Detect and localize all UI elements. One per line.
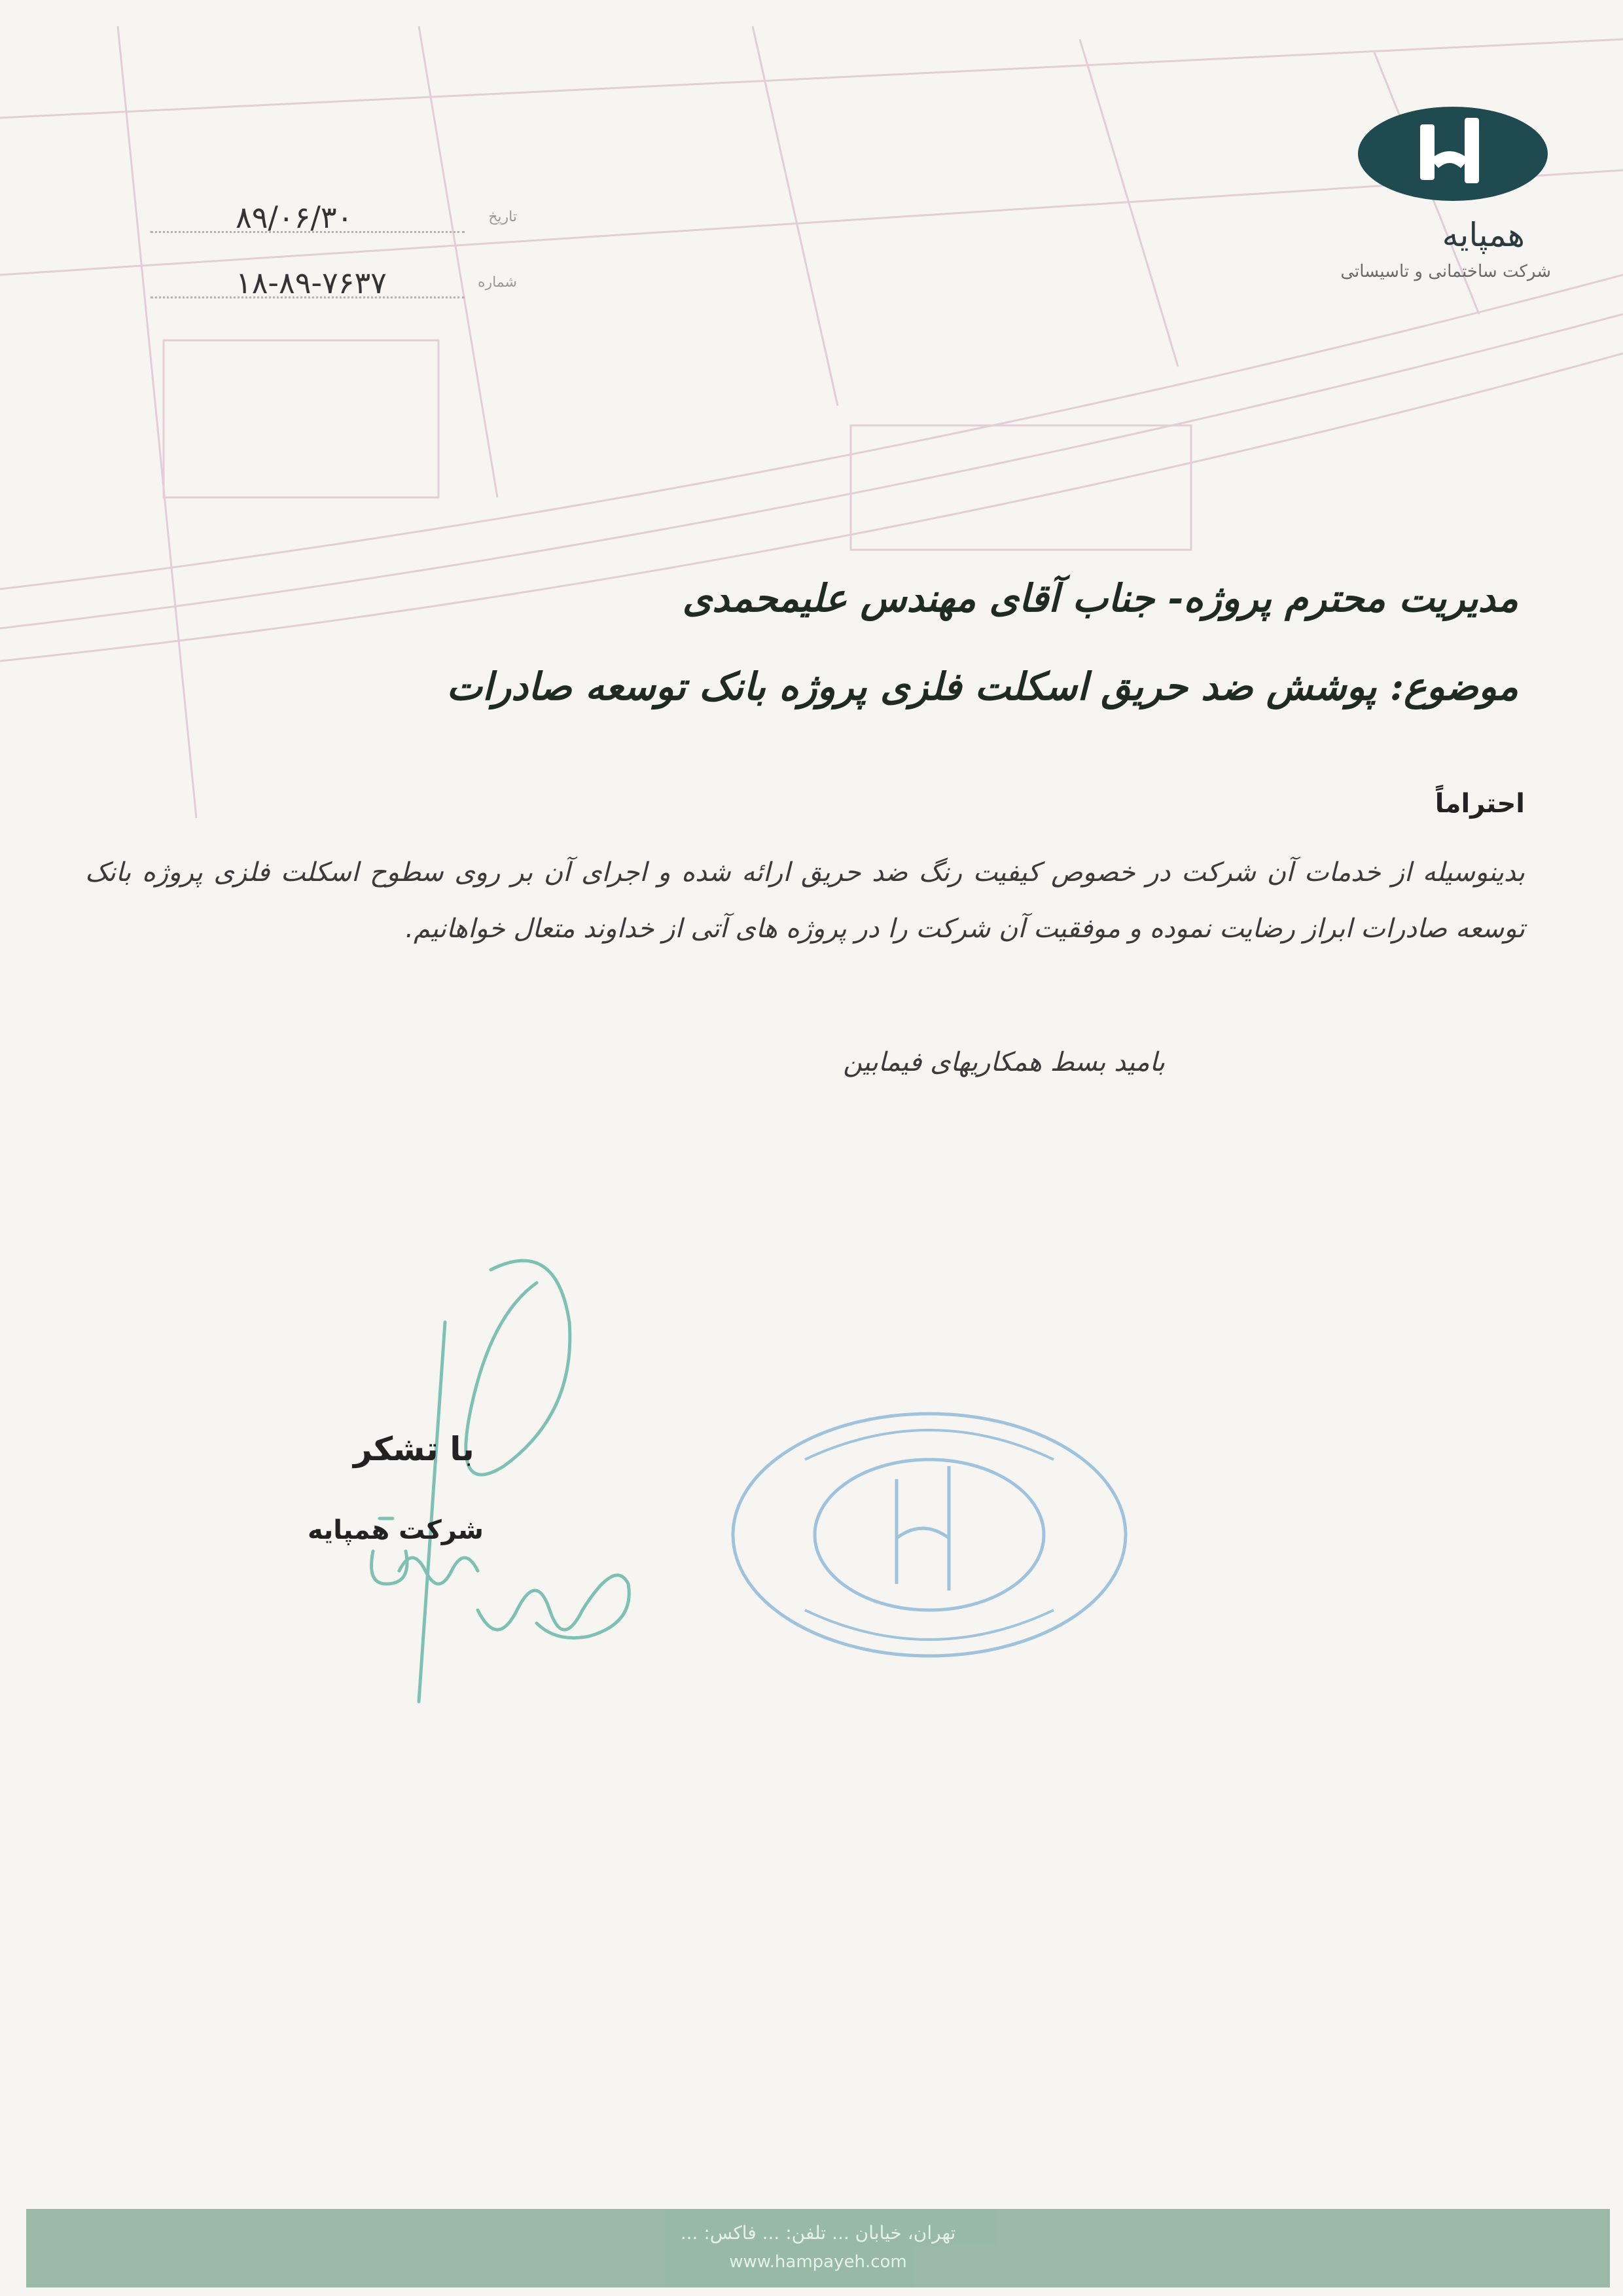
closing-line: بامید بسط همکاریهای فیمابین — [843, 1047, 1165, 1077]
footer-website: www.hampayeh.com — [729, 2252, 907, 2272]
number-label: شماره — [477, 274, 517, 291]
subject-line: موضوع: پوشش ضد حریق اسکلت فلزی پروژه بانک توسعه صادرات — [446, 664, 1518, 709]
number-value: ۱۸-۸۹-۷۶۳۷ — [236, 265, 387, 300]
company-stamp — [726, 1407, 1132, 1662]
date-value: ۸۹/۰۶/۳۰ — [236, 200, 353, 235]
recipient-line: مدیریت محترم پروژه- جناب آقای مهندس علیمحمدی — [682, 576, 1518, 620]
date-label: تاریخ — [488, 209, 517, 225]
number-row — [151, 265, 517, 304]
company-subtitle: شرکت ساختمانی و تاسیساتی — [1340, 262, 1551, 281]
signature-company: شرکت همپایه — [308, 1515, 484, 1545]
company-name: همپایه — [1442, 216, 1525, 254]
letter-body: بدینوسیله از خدمات آن شرکت در خصوص کیفیت رنگ ضد حریق ارائه شده و اجرای آن بر روی سطوح اسکلت فلزی پروژه بانک توسعه صادرات ابراز رضایت نموده و موفقیت آن شرکت را در پروژه های آتی از خداوند متعال خواهانیم. — [85, 857, 1525, 944]
signature-thanks: با تشکر — [353, 1430, 474, 1468]
date-row — [151, 200, 517, 239]
salutation: احتراماً — [1435, 789, 1525, 819]
company-logo — [1355, 105, 1551, 203]
footer-address: تهران، خیابان ... تلفن: ... فاکس: ... — [680, 2222, 956, 2244]
handwritten-signature — [340, 1244, 641, 1715]
footer-band — [26, 2209, 1610, 2287]
